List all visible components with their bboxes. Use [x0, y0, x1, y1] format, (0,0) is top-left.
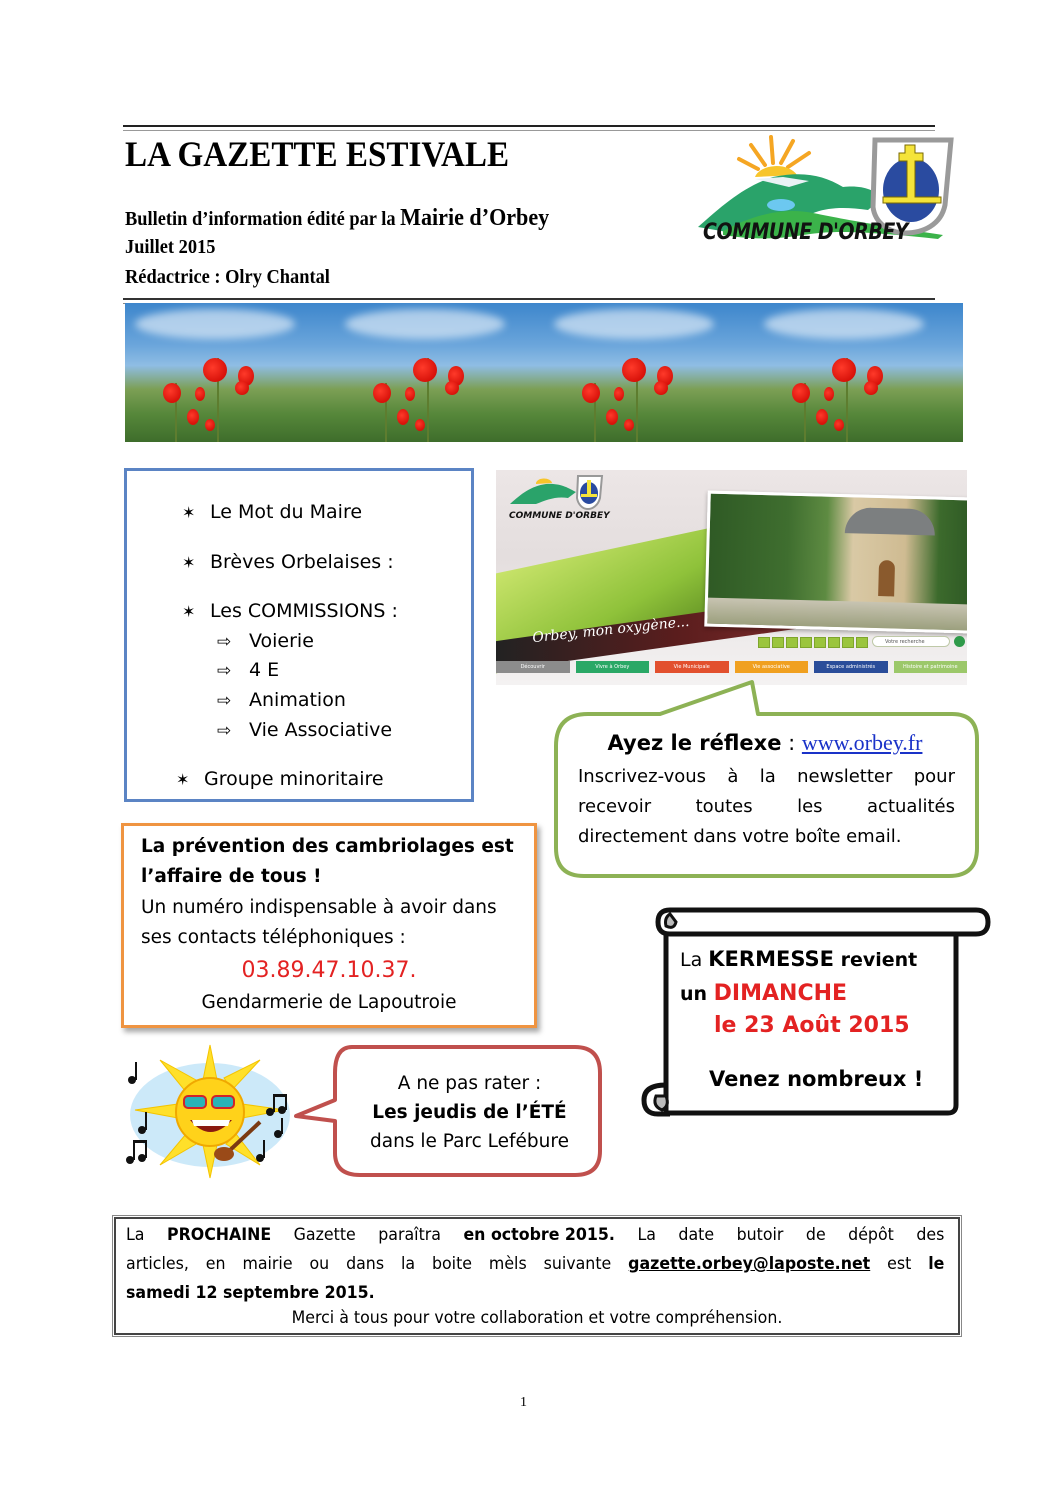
site-nav [496, 661, 967, 673]
site-logo-icon [506, 474, 606, 512]
site-slogan: Orbey, mon oxygène... [531, 613, 691, 647]
contents-subitem [217, 689, 346, 711]
site-search-go-icon[interactable] [954, 636, 965, 647]
word: butoir [736, 1225, 784, 1245]
word: la [759, 766, 776, 787]
poppies-photo-tile [544, 303, 754, 442]
word: le [928, 1254, 945, 1274]
site-nav-item[interactable]: Histoire et patrimoine [894, 661, 968, 673]
poppies-banner [125, 303, 963, 442]
kermesse-text: un [680, 983, 714, 1005]
gazette-email-link[interactable]: gazette.orbey@laposte.net [628, 1254, 871, 1274]
word: pour [913, 766, 955, 787]
contents-item [182, 551, 394, 573]
prevention-heading-2: l’affaire de tous ! [141, 866, 322, 887]
kermesse-invite: Venez nombreux ! [709, 1067, 924, 1091]
scroll-curl-icon [655, 1096, 667, 1110]
contents-item-label: Brèves Orbelaises : [210, 551, 394, 573]
issue-date: Juillet 2015 [125, 236, 216, 258]
mail-icon[interactable] [828, 637, 840, 648]
prevention-box [121, 823, 537, 1028]
editor-line: Rédactrice : Olry Chantal [125, 266, 330, 288]
poppies-photo-tile [754, 303, 964, 442]
word: suivante [543, 1254, 612, 1274]
word: dans [346, 1254, 385, 1274]
website-screenshot [496, 470, 967, 685]
word: est [887, 1254, 912, 1274]
word: des [916, 1225, 945, 1245]
word: paraîtra [378, 1225, 441, 1245]
word: PROCHAINE [166, 1225, 272, 1245]
site-nav-item[interactable]: Vie Municipale [655, 661, 729, 673]
site-toolbar-icons [758, 637, 868, 648]
subtitle [125, 205, 549, 232]
site-nav-item[interactable]: Découvrir [496, 661, 570, 673]
contents-subitem-label: Animation [249, 689, 346, 711]
share-icon[interactable] [814, 637, 826, 648]
word: les [797, 796, 823, 817]
site-search-input[interactable]: Votre recherche [872, 636, 950, 647]
word: articles, [126, 1254, 189, 1274]
prevention-heading: La prévention des cambriolages est [141, 836, 514, 857]
word: La [126, 1225, 145, 1245]
subtitle-emphasis: Mairie d’Orbey [400, 205, 550, 231]
contents-item-label: Les COMMISSIONS : [210, 600, 398, 622]
word: mairie [242, 1254, 293, 1274]
contents-subitem [217, 719, 392, 741]
contents-item-label: Groupe minoritaire [204, 768, 384, 790]
kermesse-line-2 [680, 981, 847, 1006]
kermesse-day: DIMANCHE [713, 981, 848, 1006]
word: date [678, 1225, 715, 1245]
contents-subitem-label: Voierie [249, 630, 314, 652]
town-hall-photo [704, 491, 967, 634]
notice-line [126, 1254, 944, 1274]
contents-item [176, 768, 384, 790]
contents-subitem-label: 4 E [249, 659, 280, 681]
word: dépôt [848, 1225, 894, 1245]
word: recevoir [578, 796, 652, 817]
summer-event-intro: A ne pas rater : [397, 1073, 542, 1094]
summer-event-title: Les jeudis de l’ÉTÉ [372, 1102, 567, 1123]
site-nav-item[interactable]: Vie associative [735, 661, 809, 673]
notice-thanks: Merci à tous pour votre collaboration et votre compréhension. [291, 1308, 783, 1328]
callout-title-bold: Ayez le réflexe [607, 731, 782, 755]
word: newsletter [797, 766, 893, 787]
word: en octobre 2015. [463, 1225, 615, 1245]
kermesse-text: revient [833, 949, 918, 971]
poppies-photo-tile [125, 303, 335, 442]
sun-rays-icon [739, 137, 809, 169]
subtitle-prefix: Bulletin d’information édité par la [125, 208, 401, 230]
word: La [637, 1225, 656, 1245]
arrow-bullet-icon: ⇨ [217, 691, 232, 711]
kermesse-line-1 [680, 947, 917, 971]
word: la [400, 1254, 416, 1274]
website-callout-text [578, 762, 955, 852]
word: mèls [488, 1254, 527, 1274]
contact-icon[interactable] [856, 637, 868, 648]
contents-subitem-label: Vie Associative [249, 719, 393, 741]
notice-deadline: samedi 12 septembre 2015. [126, 1283, 375, 1303]
word: de [805, 1225, 826, 1245]
callout-line [578, 762, 955, 792]
singing-sun-icon [120, 1040, 295, 1180]
arrow-bullet-icon: ⇨ [217, 721, 232, 741]
kermesse-text: La [680, 949, 709, 971]
contents-subitem [217, 659, 279, 681]
arrow-bullet-icon: ⇨ [217, 661, 232, 681]
site-nav-item[interactable]: Vivre à Orbey [576, 661, 650, 673]
page-title: LA GAZETTE ESTIVALE [125, 134, 510, 174]
website-callout-title [560, 730, 970, 756]
contents-item [182, 600, 398, 622]
home-icon[interactable] [842, 637, 854, 648]
star-bullet-icon: ✶ [182, 503, 196, 522]
word: à [727, 766, 739, 787]
callout-title-sep: : [781, 731, 802, 755]
poppies-photo-tile [335, 303, 545, 442]
callout-line [578, 792, 955, 822]
summer-event-location: dans le Parc Lefébure [370, 1131, 569, 1152]
page-number: 1 [520, 1395, 527, 1410]
next-issue-notice [114, 1217, 960, 1335]
site-logo-text: COMMUNE D'ORBEY [509, 511, 610, 521]
star-bullet-icon: ✶ [182, 553, 196, 572]
word: toutes [695, 796, 753, 817]
contents-item [182, 501, 362, 523]
word: boite [431, 1254, 473, 1274]
contents-item-label: Le Mot du Maire [210, 501, 363, 523]
star-bullet-icon: ✶ [176, 770, 190, 789]
word: ou [309, 1254, 330, 1274]
site-nav-item[interactable]: Espace administrés [814, 661, 888, 673]
print-icon[interactable] [786, 637, 798, 648]
prevention-text: Un numéro indispensable à avoir dans [141, 897, 497, 918]
contents-box [124, 468, 474, 802]
callout-line: directement dans votre boîte email. [578, 826, 902, 847]
logo-text: COMMUNE D'ORBEY [703, 220, 909, 245]
font-decrease-icon[interactable] [772, 637, 784, 648]
kermesse-date: le 23 Août 2015 [714, 1013, 910, 1038]
arrow-bullet-icon: ⇨ [217, 632, 232, 652]
font-increase-icon[interactable] [758, 637, 770, 648]
prevention-text-2: ses contacts téléphoniques : [141, 927, 406, 948]
sitemap-icon[interactable] [800, 637, 812, 648]
word: Inscrivez-vous [578, 766, 707, 787]
contents-subitem [217, 630, 314, 652]
gendarmerie-name: Gendarmerie de Lapoutroie [201, 992, 457, 1013]
word: en [205, 1254, 226, 1274]
website-link[interactable]: www.orbey.fr [801, 730, 923, 755]
kermesse-label: KERMESSE [708, 947, 834, 971]
word: Gazette [293, 1225, 356, 1245]
notice-line [126, 1225, 944, 1245]
header-rule-top [123, 125, 935, 131]
star-bullet-icon: ✶ [182, 602, 196, 621]
word: actualités [867, 796, 955, 817]
gendarmerie-phone[interactable]: 03.89.47.10.37. [241, 958, 417, 983]
